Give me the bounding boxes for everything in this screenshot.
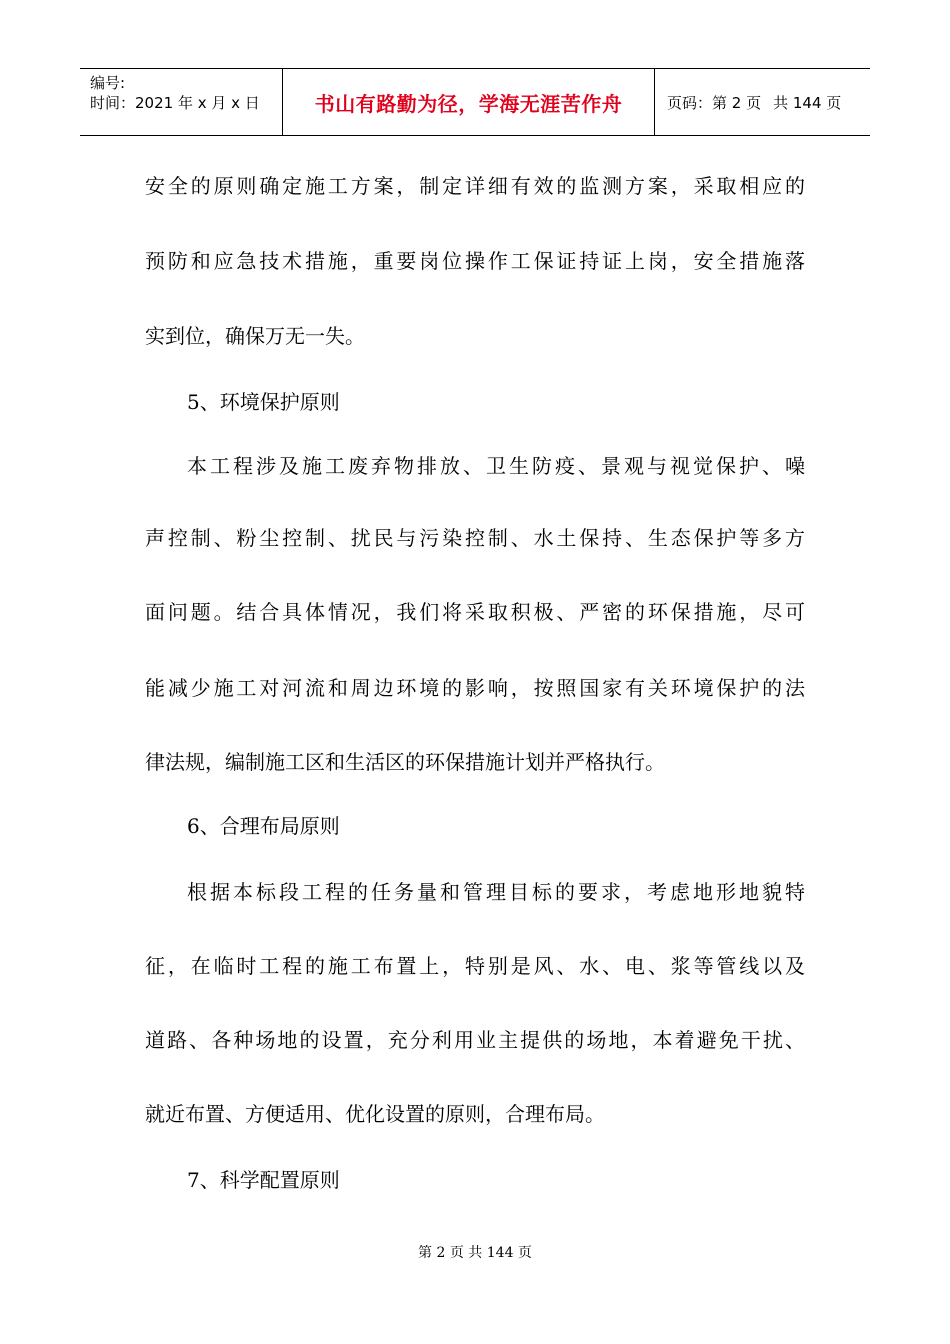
body-line: 预防和应急技术措施，重要岗位操作工保证持证上岗，安全措施落 [145,249,805,273]
body-line: 根据本标段工程的任务量和管理目标的要求，考虑地形地貌特 [187,880,805,904]
document-number-label: 编号: [90,74,126,92]
body-line: 实到位，确保万无一失。 [145,324,365,348]
body-line: 道路、各种场地的设置，充分利用业主提供的场地，本着避免干扰、 [145,1028,805,1052]
header-meta [80,69,283,135]
body-line: 安全的原则确定施工方案，制定详细有效的监测方案，采取相应的 [145,174,805,198]
total-pages-label: 共 144 页 [773,93,842,112]
body-line: 征，在临时工程的施工布置上，特别是风、水、电、浆等管线以及 [145,954,805,978]
page-footer: 第 2 页 共 144 页 [418,1245,532,1261]
document-time-label: 时间：2021 年 x 月 x 日 [90,94,260,112]
body-line: 就近布置、方便适用、优化设置的原则，合理布局。 [145,1102,605,1126]
body-line: 本工程涉及施工废弃物排放、卫生防疫、景观与视觉保护、噪 [187,454,805,478]
section-heading: 7、科学配置原则 [187,1168,340,1192]
section-heading: 6、合理布局原则 [187,814,340,838]
section-heading: 5、环境保护原则 [187,390,340,414]
page-header [80,68,870,136]
page-number-label: 页码：第 2 页 [667,93,762,112]
body-line: 面问题。结合具体情况，我们将采取积极、严密的环保措施，尽可 [145,600,805,624]
body-line: 能减少施工对河流和周边环境的影响，按照国家有关环境保护的法 [145,676,805,700]
body-line: 声控制、粉尘控制、扰民与污染控制、水土保持、生态保护等多方 [145,526,805,550]
header-motto: 书山有路勤为径，学海无涯苦作舟 [283,69,655,135]
body-line: 律法规，编制施工区和生活区的环保措施计划并严格执行。 [145,750,665,774]
header-page-info [655,69,870,135]
